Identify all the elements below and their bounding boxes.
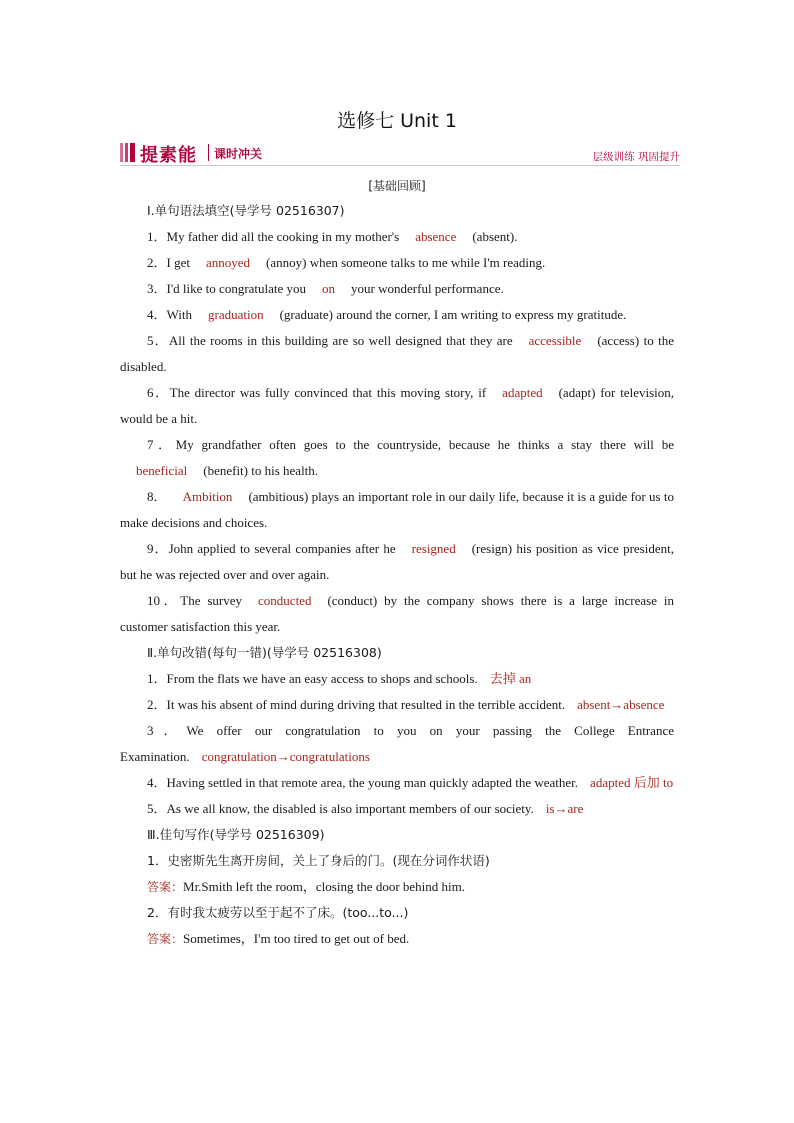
item-text-after: your wonderful performance. — [351, 281, 504, 296]
item-text-after: (access) to the disabled. — [120, 333, 674, 374]
fill-blank-item — [120, 484, 674, 536]
item-text-before: My grandfather often goes to the countryside, because he thinks a stay there will be — [175, 437, 674, 452]
item-number: 6． — [147, 385, 170, 400]
item-text-before: I get — [166, 255, 190, 270]
item-number: 2． — [147, 905, 168, 920]
answer-text: Mr.Smith left the room，closing the door behind him. — [183, 879, 466, 894]
item-text-after: (ambitious) plays an important role in our daily life, because it is a guide for us to make decisions and choices. — [120, 489, 674, 530]
fill-blank-item — [120, 432, 674, 484]
answer-blank: accessible — [528, 333, 582, 348]
fill-blank-item — [120, 276, 674, 302]
correction-item — [120, 718, 674, 770]
answer-blank: beneficial — [136, 463, 188, 478]
item-number: 2． — [147, 697, 167, 712]
item-text: As we all know, the disabled is also important members of our society. — [166, 801, 534, 816]
section2-heading: Ⅱ.单句改错(每句一错)(导学号 02516308) — [147, 645, 382, 660]
item-text: It was his absent of mind during driving that resulted in the terrible accident. — [166, 697, 566, 712]
answer-blank: annoyed — [205, 255, 251, 270]
prompt-text: 史密斯先生离开房间，关上了身后的门。(现在分词作状语) — [167, 853, 490, 868]
correction-answer: 去掉 an — [489, 671, 532, 686]
banner-subtitle: 课时冲关 — [214, 147, 263, 161]
item-number: 2． — [147, 255, 167, 270]
correction-answer: absent→absence — [577, 697, 665, 712]
correction-answer: congratulation→congratulations — [201, 749, 370, 764]
basic-review-heading: [基础回顾] — [368, 179, 426, 193]
answer-blank: adapted — [502, 385, 543, 400]
writing-prompt — [120, 848, 674, 874]
item-text-after: (resign) his position as vice president, but he was rejected over and over again. — [120, 541, 674, 582]
answer-blank: graduation — [208, 307, 264, 322]
item-number: 4． — [147, 307, 167, 322]
item-text-after: (benefit) to his health. — [203, 463, 319, 478]
item-text-before: My father did all the cooking in my mother's — [166, 229, 400, 244]
fill-blank-item — [120, 380, 674, 432]
prompt-text: 有时我太疲劳以至于起不了床。(too...to...) — [167, 905, 409, 920]
page-title: 选修七 Unit 1 — [337, 110, 457, 132]
item-number: 1． — [147, 671, 167, 686]
item-text-before: All the rooms in this building are so well designed that they are — [168, 333, 513, 348]
item-text: From the flats we have an easy access to shops and schools. — [166, 671, 478, 686]
item-text-before: John applied to several companies after he — [168, 541, 396, 556]
item-text-before: The survey — [180, 593, 243, 608]
answer-label: 答案： — [147, 880, 184, 894]
correction-item — [120, 692, 674, 718]
banner-bars-icon — [120, 143, 136, 162]
item-text-before: The director was fully convinced that this moving story, if — [169, 385, 487, 400]
answer-blank: on — [322, 281, 336, 296]
fill-blank-item — [120, 224, 674, 250]
banner-divider — [208, 144, 209, 161]
item-number: 4． — [147, 775, 167, 790]
section1-heading: Ⅰ.单句语法填空(导学号 02516307) — [147, 203, 345, 218]
answer-blank: conducted — [258, 593, 312, 608]
item-number: 5． — [147, 801, 167, 816]
answer-blank: absence — [415, 229, 457, 244]
item-number: 3． — [147, 723, 187, 738]
document-body — [120, 176, 674, 952]
section3-heading: Ⅲ.佳句写作(导学号 02516309) — [147, 827, 325, 842]
answer-blank: Ambition — [182, 489, 233, 504]
item-number: 9． — [147, 541, 169, 556]
fill-blank-item — [120, 536, 674, 588]
answer-label: 答案： — [147, 932, 184, 946]
item-text-after: (adapt) for television, would be a hit. — [120, 385, 674, 426]
fill-blank-item — [120, 588, 674, 640]
section-banner — [120, 141, 680, 166]
item-text: We offer our congratulation to you on your passing the College Entrance Examination. — [120, 723, 674, 764]
item-number: 3． — [147, 281, 167, 296]
section1-list — [120, 224, 674, 640]
answer-blank: resigned — [411, 541, 456, 556]
writing-answer — [120, 874, 674, 900]
item-number: 8． — [147, 489, 167, 504]
item-number: 5． — [147, 333, 169, 348]
fill-blank-item — [120, 328, 674, 380]
correction-item — [120, 796, 674, 822]
item-number: 1． — [147, 229, 167, 244]
item-number: 1． — [147, 853, 168, 868]
answer-text: Sometimes，I'm too tired to get out of bed. — [183, 931, 410, 946]
section2-list — [120, 666, 674, 822]
banner-right-text: 层级训练 巩固提升 — [592, 151, 680, 163]
correction-item — [120, 770, 674, 796]
item-text-after: (conduct) by the company shows there is a large increase in customer satisfaction this year. — [120, 593, 674, 634]
section3-list — [120, 848, 674, 952]
correction-answer: adapted 后加 to — [590, 775, 674, 790]
writing-prompt — [120, 900, 674, 926]
fill-blank-item — [120, 302, 674, 328]
item-text-after: (annoy) when someone talks to me while I'm reading. — [266, 255, 546, 270]
item-text-before: I'd like to congratulate you — [166, 281, 307, 296]
writing-answer — [120, 926, 674, 952]
item-text-before: With — [166, 307, 192, 322]
item-text-after: (graduate) around the corner, I am writing to express my gratitude. — [279, 307, 627, 322]
banner-title: 提素能 — [140, 145, 197, 166]
item-number: 7． — [147, 437, 176, 452]
fill-blank-item — [120, 250, 674, 276]
correction-item — [120, 666, 674, 692]
item-number: 10． — [147, 593, 181, 608]
item-text-after: (absent). — [472, 229, 518, 244]
item-text: Having settled in that remote area, the young man quickly adapted the weather. — [166, 775, 579, 790]
correction-answer: is→are — [545, 801, 584, 816]
